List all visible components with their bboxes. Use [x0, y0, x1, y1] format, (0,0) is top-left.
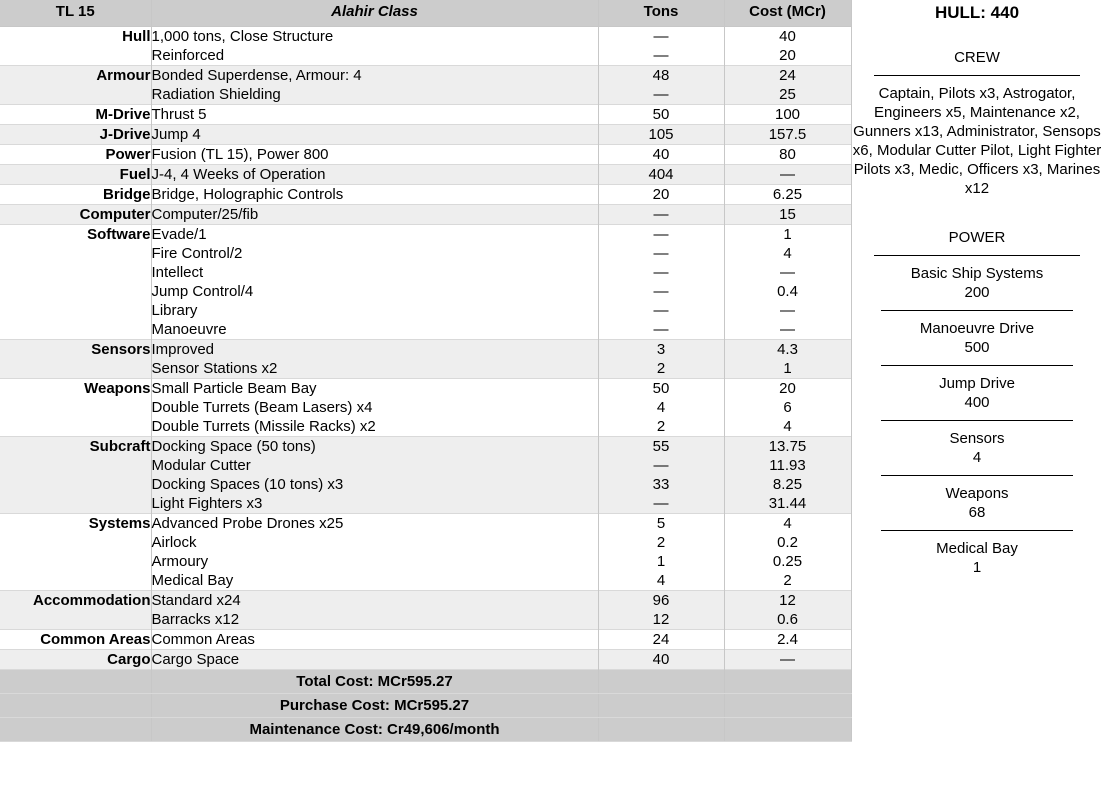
- power-item-value: 4: [972, 449, 982, 466]
- table-row: [0, 225, 851, 340]
- maintenance-cost-row: [0, 718, 851, 742]
- hull-points: HULL: 440: [934, 3, 1020, 22]
- row-tons: —: [653, 457, 669, 474]
- row-item: Bonded Superdense, Armour: 4: [151, 67, 362, 84]
- row-tons: 3: [656, 341, 666, 358]
- row-cost-cell: [724, 185, 851, 205]
- row-tons-cell: [598, 437, 724, 514]
- row-tons: 24: [652, 631, 670, 648]
- purchase-cost: Purchase Cost: MCr595.27: [151, 694, 598, 718]
- row-cost: 0.4: [777, 283, 798, 300]
- row-item: Fire Control/2: [151, 245, 243, 262]
- row-item-cell: [151, 340, 598, 379]
- table-row: [0, 340, 851, 379]
- power-item: [852, 539, 1102, 577]
- row-cost: —: [780, 166, 795, 183]
- row-tons: —: [653, 28, 669, 45]
- row-cost-cell: [724, 437, 851, 514]
- row-cost-cell: [724, 340, 851, 379]
- row-cost: 1: [783, 360, 792, 377]
- row-cost: —: [780, 302, 795, 319]
- power-divider: [881, 310, 1073, 311]
- power-item: [852, 429, 1102, 467]
- row-cost: 4: [783, 515, 792, 532]
- row-tons-cell: [598, 379, 724, 437]
- row-category: Subcraft: [0, 437, 151, 514]
- row-item-cell: [151, 165, 598, 185]
- row-tons-cell: [598, 225, 724, 340]
- row-tons: —: [653, 47, 669, 64]
- row-item-cell: [151, 125, 598, 145]
- row-cost-cell: [724, 66, 851, 105]
- row-category: Software: [0, 225, 151, 340]
- row-cost: 0.2: [777, 534, 798, 551]
- row-category: Common Areas: [0, 630, 151, 650]
- row-item: Sensor Stations x2: [151, 360, 278, 377]
- row-cost-cell: [724, 225, 851, 340]
- row-category: Hull: [0, 27, 151, 66]
- table-body: [0, 27, 851, 742]
- row-item-cell: [151, 514, 598, 591]
- row-item-cell: [151, 27, 598, 66]
- table-row: [0, 165, 851, 185]
- table-row: [0, 650, 851, 670]
- row-tons-cell: [598, 340, 724, 379]
- power-item-value: 200: [964, 284, 990, 301]
- row-cost: 12: [779, 592, 796, 609]
- row-item-cell: [151, 225, 598, 340]
- row-item-cell: [151, 205, 598, 225]
- row-category: Bridge: [0, 185, 151, 205]
- power-item: [852, 319, 1102, 357]
- row-tons: 40: [652, 651, 670, 668]
- row-cost: 2.4: [777, 631, 798, 648]
- row-cost: 24: [779, 67, 796, 84]
- row-cost: 100: [774, 106, 801, 123]
- power-list: [852, 264, 1102, 577]
- row-cost: 13.75: [768, 438, 807, 455]
- row-tons-cell: [598, 205, 724, 225]
- row-tons: 404: [648, 166, 674, 183]
- row-tons-cell: [598, 514, 724, 591]
- row-tons: —: [653, 302, 669, 319]
- row-tons-cell: [598, 591, 724, 630]
- tech-level-header: TL 15: [0, 0, 151, 27]
- row-cost-cell: [724, 165, 851, 185]
- row-item: 1,000 tons, Close Structure: [151, 28, 334, 45]
- row-cost: 40: [779, 28, 796, 45]
- power-item-label: Manoeuvre Drive: [919, 320, 1035, 337]
- cost-header: Cost (MCr): [724, 0, 851, 27]
- power-item-label: Medical Bay: [936, 540, 1018, 557]
- row-item: Light Fighters x3: [151, 495, 263, 512]
- row-tons: —: [653, 206, 669, 223]
- row-cost-cell: [724, 27, 851, 66]
- row-item: Armoury: [151, 553, 209, 570]
- row-category: Systems: [0, 514, 151, 591]
- row-cost: 80: [779, 146, 796, 163]
- row-tons: 4: [656, 572, 666, 589]
- power-item-label: Jump Drive: [939, 375, 1015, 392]
- row-item: Radiation Shielding: [151, 86, 281, 103]
- row-category: J-Drive: [0, 125, 151, 145]
- table-header-row: [0, 0, 851, 27]
- row-tons: 12: [652, 611, 670, 628]
- tons-header: Tons: [598, 0, 724, 27]
- row-item: Library: [151, 302, 198, 319]
- row-tons: 20: [652, 186, 670, 203]
- power-title: POWER: [948, 229, 1006, 246]
- row-tons: 50: [652, 106, 670, 123]
- row-category: Armour: [0, 66, 151, 105]
- total-cost-row: [0, 670, 851, 694]
- row-cost: —: [780, 321, 795, 338]
- row-item: Bridge, Holographic Controls: [151, 186, 344, 203]
- row-item: Double Turrets (Beam Lasers) x4: [151, 399, 373, 416]
- row-cost: 0.25: [772, 553, 803, 570]
- row-tons: —: [653, 283, 669, 300]
- row-tons-cell: [598, 125, 724, 145]
- row-item: Jump 4: [151, 126, 201, 143]
- row-category: Weapons: [0, 379, 151, 437]
- row-category: M-Drive: [0, 105, 151, 125]
- row-tons: 4: [656, 399, 666, 416]
- row-tons: 2: [656, 534, 666, 551]
- row-tons: —: [653, 245, 669, 262]
- row-category: Cargo: [0, 650, 151, 670]
- row-item: Double Turrets (Missile Racks) x2: [151, 418, 376, 435]
- row-item: Docking Spaces (10 tons) x3: [151, 476, 344, 493]
- row-item-cell: [151, 145, 598, 165]
- table-row: [0, 437, 851, 514]
- row-item: Manoeuvre: [151, 321, 227, 338]
- purchase-cost-row: [0, 694, 851, 718]
- row-cost-cell: [724, 379, 851, 437]
- row-item-cell: [151, 437, 598, 514]
- row-cost: 1: [783, 226, 792, 243]
- row-tons-cell: [598, 650, 724, 670]
- row-item-cell: [151, 591, 598, 630]
- row-item: Docking Space (50 tons): [151, 438, 316, 455]
- row-tons: 48: [652, 67, 670, 84]
- table-row: [0, 145, 851, 165]
- row-item-cell: [151, 105, 598, 125]
- power-item-label: Basic Ship Systems: [910, 265, 1044, 282]
- row-cost: —: [780, 651, 795, 668]
- row-item-cell: [151, 66, 598, 105]
- row-cost: 6: [783, 399, 792, 416]
- row-item: Modular Cutter: [151, 457, 251, 474]
- row-tons: —: [653, 86, 669, 103]
- row-tons-cell: [598, 145, 724, 165]
- row-item-cell: [151, 630, 598, 650]
- row-tons: 105: [648, 126, 674, 143]
- table-row: [0, 630, 851, 650]
- power-item: [852, 264, 1102, 302]
- power-item-label: Weapons: [945, 485, 1009, 502]
- row-cost: 4.3: [777, 341, 798, 358]
- row-item: Reinforced: [151, 47, 225, 64]
- table-row: [0, 379, 851, 437]
- row-tons: 5: [656, 515, 666, 532]
- table-row: [0, 205, 851, 225]
- table-row: [0, 514, 851, 591]
- row-item-cell: [151, 379, 598, 437]
- row-cost: 11.93: [769, 457, 806, 474]
- power-item-value: 500: [964, 339, 990, 356]
- row-cost: 20: [779, 47, 796, 64]
- row-tons-cell: [598, 66, 724, 105]
- row-cost-cell: [724, 125, 851, 145]
- power-divider: [881, 420, 1073, 421]
- row-item: Small Particle Beam Bay: [151, 380, 317, 397]
- power-divider: [881, 530, 1073, 531]
- row-item: Barracks x12: [151, 611, 240, 628]
- row-tons-cell: [598, 630, 724, 650]
- row-tons: —: [653, 226, 669, 243]
- table-row: [0, 125, 851, 145]
- row-cost-cell: [724, 205, 851, 225]
- row-item: Evade/1: [151, 226, 207, 243]
- power-item-label: Sensors: [949, 430, 1005, 447]
- row-cost: 4: [783, 245, 792, 262]
- row-item: Advanced Probe Drones x25: [151, 515, 344, 532]
- row-category: Computer: [0, 205, 151, 225]
- row-item: Fusion (TL 15), Power 800: [151, 146, 329, 163]
- crew-list: Captain, Pilots x3, Astrogator, Engineers x5, Maintenance x2, Gunners x13, Administrator, Sensops x6, Modular Cutter Pilot, Light Fighter Pilots x3, Medic, Officers x3, Marines x12: [852, 85, 1102, 197]
- row-item-cell: [151, 185, 598, 205]
- table-row: [0, 185, 851, 205]
- table-row: [0, 27, 851, 66]
- row-item: Computer/25/fib: [151, 206, 259, 223]
- row-cost: 8.25: [772, 476, 803, 493]
- row-item: Common Areas: [151, 631, 255, 648]
- row-category: Accommodation: [0, 591, 151, 630]
- row-item: Airlock: [151, 534, 197, 551]
- row-item: Cargo Space: [151, 651, 240, 668]
- row-cost-cell: [724, 650, 851, 670]
- row-cost: 6.25: [772, 186, 803, 203]
- row-cost: 4: [783, 418, 792, 435]
- power-item-value: 1: [972, 559, 982, 576]
- row-item: Jump Control/4: [151, 283, 254, 300]
- power-item: [852, 484, 1102, 522]
- row-cost: 2: [783, 572, 792, 589]
- maintenance-cost: Maintenance Cost: Cr49,606/month: [151, 718, 598, 742]
- row-cost-cell: [724, 630, 851, 650]
- summary-panel: [852, 0, 1102, 577]
- row-tons: 2: [656, 418, 666, 435]
- row-category: Fuel: [0, 165, 151, 185]
- power-divider: [874, 255, 1080, 256]
- power-item-value: 68: [968, 504, 986, 521]
- row-tons: 2: [656, 360, 666, 377]
- row-cost-cell: [724, 145, 851, 165]
- power-item: [852, 374, 1102, 412]
- crew-divider: [874, 75, 1080, 76]
- row-tons: 96: [652, 592, 670, 609]
- power-item-value: 400: [964, 394, 990, 411]
- row-item-cell: [151, 650, 598, 670]
- row-cost: 0.6: [777, 611, 798, 628]
- row-item: Medical Bay: [151, 572, 234, 589]
- power-divider: [881, 365, 1073, 366]
- row-cost-cell: [724, 591, 851, 630]
- row-cost: 25: [779, 86, 796, 103]
- row-cost: 20: [779, 380, 796, 397]
- row-tons: 50: [652, 380, 670, 397]
- row-cost-cell: [724, 514, 851, 591]
- row-tons: —: [653, 495, 669, 512]
- row-cost-cell: [724, 105, 851, 125]
- row-tons: 40: [652, 146, 670, 163]
- row-item: Thrust 5: [151, 106, 207, 123]
- row-category: Sensors: [0, 340, 151, 379]
- row-cost: —: [780, 264, 795, 281]
- row-item: Standard x24: [151, 592, 241, 609]
- row-tons: —: [653, 264, 669, 281]
- row-cost: 15: [779, 206, 796, 223]
- total-cost: Total Cost: MCr595.27: [151, 670, 598, 694]
- table-row: [0, 66, 851, 105]
- row-tons-cell: [598, 185, 724, 205]
- table-row: [0, 591, 851, 630]
- table-row: [0, 105, 851, 125]
- row-tons-cell: [598, 105, 724, 125]
- class-name-header: Alahir Class: [151, 0, 598, 27]
- row-tons: 33: [652, 476, 670, 493]
- row-cost: 31.44: [768, 495, 807, 512]
- row-tons: —: [653, 321, 669, 338]
- row-tons-cell: [598, 27, 724, 66]
- power-divider: [881, 475, 1073, 476]
- crew-title: CREW: [954, 49, 1000, 66]
- row-cost: 157.5: [768, 126, 807, 143]
- row-tons-cell: [598, 165, 724, 185]
- row-item: Intellect: [151, 264, 204, 281]
- row-category: Power: [0, 145, 151, 165]
- row-item: J-4, 4 Weeks of Operation: [151, 166, 326, 183]
- row-tons: 1: [656, 553, 666, 570]
- row-item: Improved: [151, 341, 215, 358]
- row-tons: 55: [652, 438, 670, 455]
